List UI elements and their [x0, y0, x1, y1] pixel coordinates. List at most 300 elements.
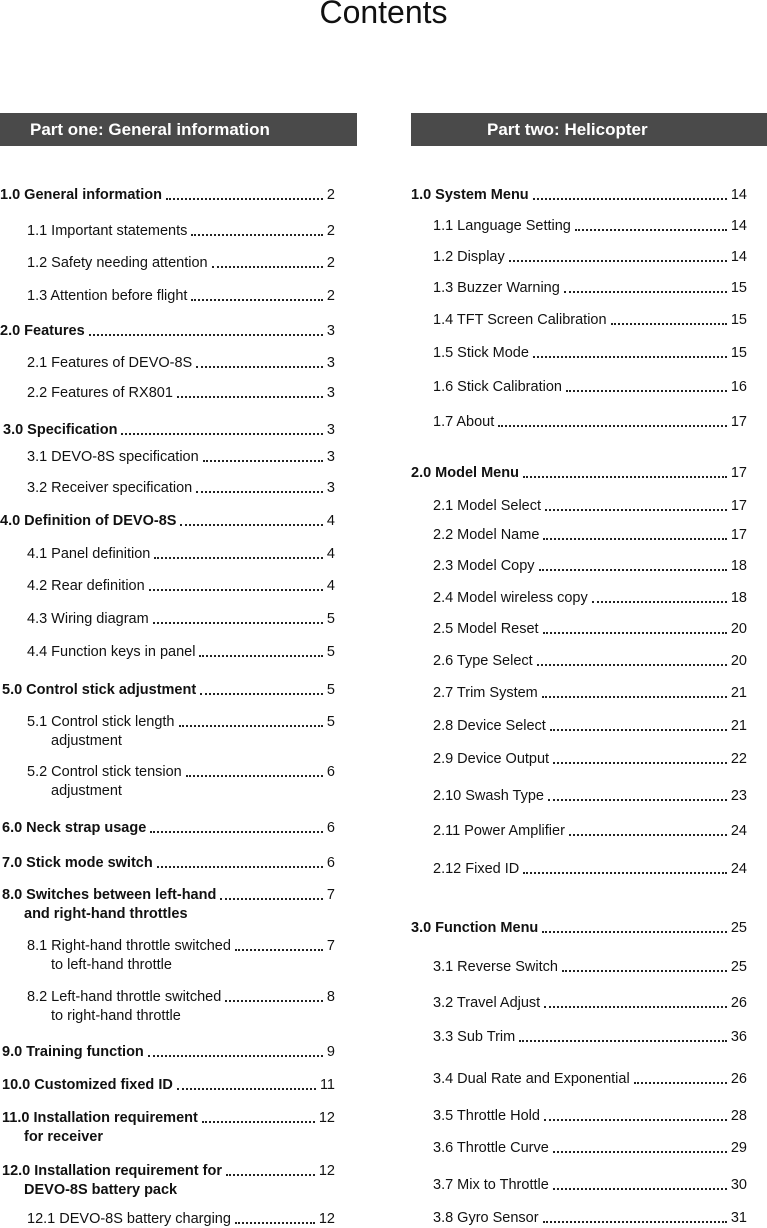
- entry-title: 3.2 Travel Adjust: [433, 995, 541, 1011]
- entry-title-wrap: [27, 610, 149, 628]
- dot-leader: [592, 601, 727, 603]
- part-one-entry: [0, 512, 335, 530]
- dot-leader: [523, 476, 727, 478]
- dot-leader: [149, 589, 323, 591]
- part-one-entry: [2, 1162, 335, 1180]
- part-one-entry: [27, 254, 335, 272]
- entry-title-wrap: [433, 279, 560, 297]
- part-two-entry: [433, 279, 747, 297]
- dot-leader: [542, 931, 727, 933]
- part-one-entry: [27, 988, 335, 1006]
- entry-title: 1.2 Display: [433, 249, 505, 265]
- part-one-entry: [2, 886, 335, 904]
- entry-page-number: 3: [326, 385, 335, 401]
- dot-leader: [179, 725, 323, 727]
- entry-page-number: 5: [326, 644, 335, 660]
- dot-leader: [564, 291, 727, 293]
- part-two-entry: [433, 557, 747, 575]
- entry-page-number: 3: [326, 355, 335, 371]
- part-two-entry: [433, 217, 747, 235]
- entry-page-number: 29: [730, 1140, 747, 1156]
- entry-page-number: 22: [730, 751, 747, 767]
- dot-leader: [199, 655, 322, 657]
- dot-leader: [533, 356, 727, 358]
- part-one-entry: [2, 1043, 335, 1061]
- part-two-entries: [411, 146, 767, 1226]
- dot-leader: [548, 799, 727, 801]
- dot-leader: [235, 949, 323, 951]
- entry-title: 1.0 System Menu: [411, 187, 529, 203]
- part-one-entry: [27, 287, 335, 305]
- entry-title: 11.0 Installation requirement: [2, 1110, 198, 1126]
- entry-title-wrap: [2, 819, 146, 837]
- part-one-entry: [2, 681, 335, 699]
- entry-title-wrap: [433, 248, 505, 266]
- entry-title: 2.8 Device Select: [433, 718, 546, 734]
- entry-title-continuation: for receiver: [24, 1129, 103, 1145]
- entry-title-wrap: [433, 497, 541, 515]
- dot-leader: [196, 491, 323, 493]
- entry-title-continuation: adjustment: [51, 733, 122, 749]
- entry-title-wrap: [433, 1139, 549, 1157]
- entry-title: 2.12 Fixed ID: [433, 861, 520, 877]
- entry-page-number: 18: [730, 590, 747, 606]
- entry-title: 4.3 Wiring diagram: [27, 611, 149, 627]
- part-two-entry: [433, 344, 747, 362]
- part-one-entry: [27, 222, 335, 240]
- dot-leader: [562, 970, 727, 972]
- entry-title-wrap: [3, 421, 117, 439]
- part-two-entry: [433, 822, 747, 840]
- entry-title: 1.3 Attention before flight: [27, 288, 188, 304]
- entry-title-wrap: [27, 222, 187, 240]
- entry-title: 3.1 DEVO-8S specification: [27, 449, 199, 465]
- part-one-entry: [0, 322, 335, 340]
- part-one-entry: [27, 577, 335, 595]
- dot-leader: [575, 229, 727, 231]
- entry-title: 4.0 Definition of DEVO-8S: [0, 513, 177, 529]
- part-two-entry: [433, 787, 747, 805]
- entry-page-number: 5: [326, 611, 335, 627]
- entry-page-number: 20: [730, 653, 747, 669]
- entry-title: 4.4 Function keys in panel: [27, 644, 196, 660]
- part-two-entry: [433, 860, 747, 878]
- entry-title: 2.2 Features of RX801: [27, 385, 173, 401]
- entry-title-continuation: DEVO-8S battery pack: [24, 1182, 178, 1198]
- part-one-entry: [27, 479, 335, 497]
- dot-leader: [544, 1006, 727, 1008]
- entry-title: 1.1 Important statements: [27, 223, 188, 239]
- entry-title: 8.0 Switches between left-hand: [2, 887, 217, 903]
- dot-leader: [177, 396, 323, 398]
- dot-leader: [157, 866, 323, 868]
- dot-leader: [537, 664, 727, 666]
- part-one-column: [0, 113, 357, 1226]
- entry-title: 3.4 Dual Rate and Exponential: [433, 1071, 630, 1087]
- entry-title-wrap: [433, 860, 519, 878]
- entry-page-number: 15: [730, 312, 747, 328]
- entry-title-wrap: [2, 1162, 222, 1180]
- entry-title: 1.4 TFT Screen Calibration: [433, 312, 607, 328]
- entry-title: 1.7 About: [433, 414, 495, 430]
- part-two-entry: [411, 464, 747, 482]
- part-one-entry: [27, 763, 335, 781]
- entry-title-wrap: [433, 413, 494, 431]
- part-two-header: Part two: Helicopter: [411, 113, 767, 146]
- part-two-column: [411, 113, 767, 1226]
- entry-page-number: 16: [730, 379, 747, 395]
- entry-page-number: 31: [730, 1210, 747, 1226]
- dot-leader: [89, 334, 323, 336]
- entry-title: 1.2 Safety needing attention: [27, 255, 208, 271]
- entry-title: 2.7 Trim System: [433, 685, 538, 701]
- dot-leader: [542, 696, 727, 698]
- part-one-entry: [27, 643, 335, 661]
- part-two-entry: [433, 684, 747, 702]
- entry-title-wrap: [433, 717, 546, 735]
- dot-leader: [634, 1082, 727, 1084]
- part-two-entry: [433, 526, 747, 544]
- entry-title: 1.5 Stick Mode: [433, 345, 529, 361]
- entry-title-wrap: [2, 1043, 144, 1061]
- entry-title-wrap: [433, 311, 607, 329]
- dot-leader: [220, 898, 323, 900]
- entry-title-wrap: [433, 589, 588, 607]
- entry-title: 1.3 Buzzer Warning: [433, 280, 560, 296]
- dot-leader: [611, 323, 727, 325]
- dot-leader: [186, 775, 323, 777]
- dot-leader: [569, 834, 727, 836]
- entry-title-wrap: [433, 822, 565, 840]
- entry-title-wrap: [27, 577, 145, 595]
- entry-title-wrap: [433, 344, 529, 362]
- entry-title: 3.6 Throttle Curve: [433, 1140, 549, 1156]
- entry-title-wrap: [27, 713, 175, 731]
- entry-page-number: 21: [730, 718, 747, 734]
- entry-page-number: 21: [730, 685, 747, 701]
- entry-title-wrap: [0, 186, 162, 204]
- dot-leader: [226, 1174, 315, 1176]
- entry-title: 5.0 Control stick adjustment: [2, 682, 197, 698]
- dot-leader: [543, 1221, 727, 1223]
- dot-leader: [543, 632, 727, 634]
- entry-title-wrap: [433, 750, 549, 768]
- dot-leader: [539, 569, 727, 571]
- entry-title-wrap: [2, 681, 196, 699]
- entry-page-number: 5: [326, 682, 335, 698]
- entry-title: 2.0 Features: [0, 323, 85, 339]
- part-two-entry: [433, 589, 747, 607]
- dot-leader: [153, 622, 323, 624]
- part-one-entry: [2, 1076, 335, 1094]
- entry-title: 2.1 Features of DEVO-8S: [27, 355, 193, 371]
- entry-page-number: 12: [318, 1211, 335, 1227]
- entry-page-number: 26: [730, 995, 747, 1011]
- entry-page-number: 17: [730, 414, 747, 430]
- dot-leader: [202, 1121, 315, 1123]
- entry-title: 1.1 Language Setting: [433, 218, 571, 234]
- entry-page-number: 14: [730, 249, 747, 265]
- entry-title-wrap: [433, 1028, 515, 1046]
- part-two-entry: [433, 652, 747, 670]
- entry-page-number: 11: [319, 1077, 335, 1093]
- entry-page-number: 2: [326, 288, 335, 304]
- part-one-entry: [27, 610, 335, 628]
- part-two-entry: [433, 378, 747, 396]
- dot-leader: [550, 729, 727, 731]
- entry-title-wrap: [433, 557, 535, 575]
- dot-leader: [523, 872, 727, 874]
- entry-title-wrap: [433, 526, 539, 544]
- entry-page-number: 24: [730, 823, 747, 839]
- entry-page-number: 15: [730, 345, 747, 361]
- entry-title-wrap: [433, 652, 533, 670]
- entry-page-number: 17: [730, 465, 747, 481]
- entry-title-wrap: [433, 684, 538, 702]
- entry-title: 4.2 Rear definition: [27, 578, 145, 594]
- entry-title-wrap: [433, 620, 539, 638]
- entry-page-number: 14: [730, 218, 747, 234]
- entry-page-number: 17: [730, 498, 747, 514]
- dot-leader: [553, 1188, 727, 1190]
- entry-page-number: 7: [326, 887, 335, 903]
- entry-page-number: 3: [326, 422, 335, 438]
- dot-leader: [509, 260, 727, 262]
- part-one-entry: [27, 1210, 335, 1228]
- entry-page-number: 15: [730, 280, 747, 296]
- dot-leader: [566, 390, 727, 392]
- dot-leader: [235, 1222, 315, 1224]
- part-one-entry: [2, 819, 335, 837]
- part-two-entry: [411, 186, 747, 204]
- entry-page-number: 5: [326, 714, 335, 730]
- entry-title-wrap: [0, 512, 176, 530]
- entry-title-wrap: [433, 1176, 549, 1194]
- entry-title: 1.0 General information: [0, 187, 162, 203]
- entry-page-number: 6: [326, 855, 335, 871]
- entry-page-number: 23: [730, 788, 747, 804]
- entry-page-number: 2: [326, 187, 335, 203]
- entry-title-wrap: [433, 994, 540, 1012]
- part-two-entry: [433, 1176, 747, 1194]
- entry-title: 2.1 Model Select: [433, 498, 542, 514]
- entry-title-wrap: [27, 937, 231, 955]
- entry-title: 1.6 Stick Calibration: [433, 379, 562, 395]
- entry-page-number: 2: [326, 255, 335, 271]
- entry-title-wrap: [27, 254, 208, 272]
- entry-page-number: 24: [730, 861, 747, 877]
- part-two-entry: [433, 750, 747, 768]
- part-one-entries: [0, 146, 357, 1226]
- part-two-entry: [433, 311, 747, 329]
- part-one-entry: [27, 545, 335, 563]
- entry-title-wrap: [0, 322, 85, 340]
- entry-page-number: 20: [730, 621, 747, 637]
- entry-title-wrap: [433, 958, 558, 976]
- entry-title: 3.2 Receiver specification: [27, 480, 193, 496]
- part-one-entry: [27, 937, 335, 955]
- entry-page-number: 14: [730, 187, 747, 203]
- entry-title-wrap: [27, 384, 173, 402]
- entry-page-number: 2: [326, 223, 335, 239]
- entry-page-number: 12: [318, 1110, 335, 1126]
- entry-title: 2.11 Power Amplifier: [433, 823, 565, 839]
- entry-title: 9.0 Training function: [2, 1044, 144, 1060]
- entry-page-number: 7: [326, 938, 335, 954]
- entry-title-wrap: [27, 287, 187, 305]
- entry-title: 12.1 DEVO-8S battery charging: [27, 1211, 231, 1227]
- entry-title: 10.0 Customized fixed ID: [2, 1077, 173, 1093]
- entry-title: 3.8 Gyro Sensor: [433, 1210, 539, 1226]
- dot-leader: [203, 460, 323, 462]
- dot-leader: [180, 524, 322, 526]
- dot-leader: [498, 425, 727, 427]
- dot-leader: [519, 1040, 727, 1042]
- entry-title-wrap: [27, 988, 221, 1006]
- entry-title: 5.1 Control stick length: [27, 714, 175, 730]
- part-one-entry: [27, 713, 335, 731]
- entry-title: 2.5 Model Reset: [433, 621, 539, 637]
- entry-title-wrap: [433, 217, 571, 235]
- entry-page-number: 9: [326, 1044, 335, 1060]
- entry-title-wrap: [433, 378, 562, 396]
- entry-page-number: 3: [326, 480, 335, 496]
- part-two-entry: [433, 1209, 747, 1227]
- dot-leader: [166, 198, 323, 200]
- entry-page-number: 25: [730, 959, 747, 975]
- entry-title-wrap: [27, 448, 199, 466]
- part-two-entry: [433, 1070, 747, 1088]
- entry-page-number: 28: [730, 1108, 747, 1124]
- entry-page-number: 3: [326, 323, 335, 339]
- page-title: Contents: [319, 0, 448, 30]
- entry-title-wrap: [27, 763, 182, 781]
- entry-page-number: 3: [326, 449, 335, 465]
- dot-leader: [150, 831, 323, 833]
- entry-title-wrap: [2, 1109, 198, 1127]
- part-two-entry: [433, 1107, 747, 1125]
- entry-title-wrap: [411, 186, 529, 204]
- entry-page-number: 6: [326, 820, 335, 836]
- part-one-entry: [27, 384, 335, 402]
- dot-leader: [543, 538, 726, 540]
- entry-title: 2.0 Model Menu: [411, 465, 519, 481]
- entry-title: 2.6 Type Select: [433, 653, 533, 669]
- dot-leader: [121, 433, 322, 435]
- entry-title: 12.0 Installation requirement for: [2, 1163, 222, 1179]
- entry-title-wrap: [27, 354, 192, 372]
- entry-page-number: 26: [730, 1071, 747, 1087]
- entry-title: 3.0 Function Menu: [411, 920, 539, 936]
- entry-title-wrap: [411, 464, 519, 482]
- part-one-entry: [27, 448, 335, 466]
- entry-title: 3.5 Throttle Hold: [433, 1108, 540, 1124]
- entry-title: 3.1 Reverse Switch: [433, 959, 558, 975]
- entry-title: 4.1 Panel definition: [27, 546, 151, 562]
- entry-title: 2.4 Model wireless copy: [433, 590, 588, 606]
- entry-title: 2.10 Swash Type: [433, 788, 544, 804]
- entry-title-wrap: [433, 1209, 539, 1227]
- dot-leader: [545, 509, 727, 511]
- entry-title-wrap: [2, 886, 216, 904]
- entry-title-wrap: [433, 1070, 630, 1088]
- entry-page-number: 18: [730, 558, 747, 574]
- dot-leader: [544, 1119, 727, 1121]
- dot-leader: [533, 198, 727, 200]
- entry-page-number: 4: [326, 546, 335, 562]
- entry-title-continuation: to left-hand throttle: [51, 957, 172, 973]
- part-two-entry: [433, 717, 747, 735]
- part-one-header: Part one: General information: [0, 113, 357, 146]
- part-two-entry: [433, 958, 747, 976]
- part-one-entry: [2, 1109, 335, 1127]
- entry-title: 3.7 Mix to Throttle: [433, 1177, 549, 1193]
- part-one-entry: [0, 186, 335, 204]
- entry-page-number: 17: [730, 527, 747, 543]
- entry-title: 2.9 Device Output: [433, 751, 550, 767]
- part-two-entry: [433, 497, 747, 515]
- part-two-entry: [433, 413, 747, 431]
- entry-title-wrap: [27, 545, 150, 563]
- entry-page-number: 6: [326, 764, 335, 780]
- entry-title-wrap: [433, 1107, 540, 1125]
- part-two-entry: [433, 620, 747, 638]
- entry-title-wrap: [27, 1210, 231, 1228]
- entry-title: 6.0 Neck strap usage: [2, 820, 147, 836]
- dot-leader: [225, 1000, 323, 1002]
- entry-page-number: 30: [730, 1177, 747, 1193]
- entry-title-wrap: [433, 787, 544, 805]
- entry-title: 2.3 Model Copy: [433, 558, 535, 574]
- part-one-entry: [27, 354, 335, 372]
- entry-page-number: 8: [326, 989, 335, 1005]
- dot-leader: [212, 266, 323, 268]
- part-two-entry: [433, 1028, 747, 1046]
- entry-title-continuation: and right-hand throttles: [24, 906, 188, 922]
- entry-page-number: 12: [318, 1163, 335, 1179]
- dot-leader: [553, 1151, 727, 1153]
- entry-page-number: 4: [326, 513, 335, 529]
- dot-leader: [196, 366, 323, 368]
- part-two-entry: [433, 1139, 747, 1157]
- part-one-entry: [2, 854, 335, 872]
- entry-title-continuation: to right-hand throttle: [51, 1008, 181, 1024]
- entry-title-wrap: [27, 479, 192, 497]
- entry-page-number: 25: [730, 920, 747, 936]
- entry-title-wrap: [2, 854, 153, 872]
- entry-title: 8.2 Left-hand throttle switched: [27, 989, 222, 1005]
- entry-title: 8.1 Right-hand throttle switched: [27, 938, 231, 954]
- entry-title-wrap: [2, 1076, 173, 1094]
- part-two-entry: [433, 994, 747, 1012]
- entry-title-wrap: [27, 643, 195, 661]
- entry-title: 5.2 Control stick tension: [27, 764, 182, 780]
- dot-leader: [154, 557, 323, 559]
- dot-leader: [148, 1055, 323, 1057]
- dot-leader: [191, 234, 323, 236]
- dot-leader: [553, 762, 727, 764]
- entry-title-wrap: [411, 919, 538, 937]
- entry-title-continuation: adjustment: [51, 783, 122, 799]
- entry-title: 2.2 Model Name: [433, 527, 540, 543]
- part-one-entry: [3, 421, 335, 439]
- entry-title: 3.0 Specification: [3, 422, 118, 438]
- part-two-entry: [411, 919, 747, 937]
- entry-page-number: 36: [730, 1029, 747, 1045]
- dot-leader: [200, 693, 323, 695]
- entry-title: 3.3 Sub Trim: [433, 1029, 516, 1045]
- part-two-entry: [433, 248, 747, 266]
